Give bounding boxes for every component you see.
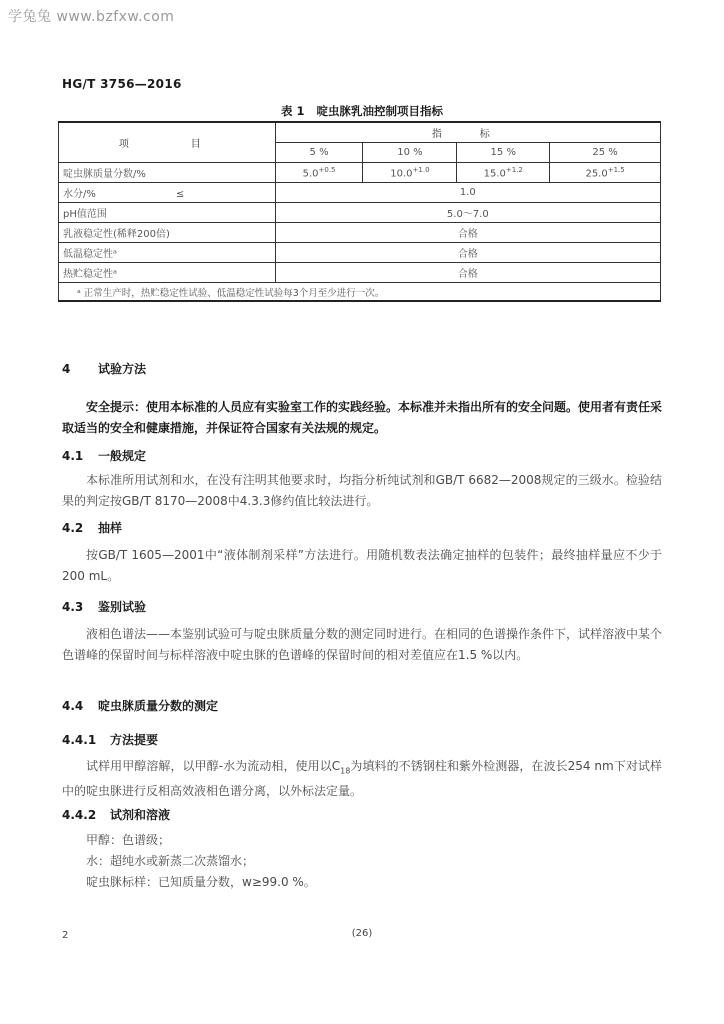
section-4-4-1-text: 试样用甲醇溶解，以甲醇-水为流动相，使用以$C_{18}$为填料的不锈钢柱和紫外检测器，在波长254 nm下对试样中的啶虫脒进行反相高效液相色谱分离，以外标法定量。: [62, 759, 662, 799]
section-4-1-heading: 4.1 一般规定: [62, 449, 147, 463]
merged-value: 5.0～7.0: [275, 203, 660, 223]
section-4-heading: 4 试验方法: [62, 362, 147, 376]
header-item: 项 目: [59, 122, 276, 163]
footer-sequence: (26): [351, 928, 373, 939]
section-4-3-text: 液相色谱法——本鉴别试验可与啶虫脒质量分数的测定同时进行。在相同的色谱操作条件下，试样溶液中某个色谱峰的保留时间与标样溶液中啶虫脒的色谱峰的保留时间的相对差值应在1.5 %以内。: [62, 627, 663, 662]
header-index: 指 标: [275, 122, 660, 143]
reagent-list: [62, 830, 662, 893]
table-title-text: 啶虫脒乳油控制项目指标: [316, 104, 443, 118]
merged-value: 合格: [275, 223, 660, 243]
value-cell: $5.0^{+0.5}$: [275, 163, 363, 183]
row-label: 水分/% ≤: [59, 183, 276, 203]
row-label: 低温稳定性ᵃ: [59, 243, 276, 263]
list-item: 甲醇：色谱级；: [86, 833, 171, 847]
value-cell: $25.0^{+1.5}$: [550, 163, 661, 183]
section-4-2-text: 按GB/T 1605—2001中“液体制剂采样”方法进行。用随机数表法确定抽样的包装件；最终抽样量应不少于200 mL。: [62, 548, 662, 583]
section-4-2-heading: 4.2 抽样: [62, 521, 123, 535]
page-number: 2: [62, 930, 69, 941]
row-label: 热贮稳定性ᵃ: [59, 263, 276, 283]
table-number: 表 1: [280, 104, 305, 118]
section-4-1-text: 本标准所用试剂和水，在没有注明其他要求时，均指分析纯试剂和GB/T 6682—2008规定的三级水。检验结果的判定按GB/T 8170—2008中4.3.3修约值比较法进行。: [62, 473, 662, 508]
grade-cell: 10 %: [363, 143, 457, 163]
table-title: [0, 103, 724, 119]
merged-value: 合格: [275, 263, 660, 283]
row-label: 啶虫脒质量分数/%: [59, 163, 276, 183]
standard-number: HG/T 3756—2016: [62, 77, 182, 91]
specification-table: [58, 121, 661, 302]
merged-value: 1.0: [275, 183, 660, 203]
section-4-4-1-heading: 4.4.1 方法提要: [62, 733, 159, 747]
section-4-4-2-heading: 4.4.2 试剂和溶液: [62, 808, 171, 822]
grade-cell: 25 %: [550, 143, 661, 163]
value-cell: $15.0^{+1.2}$: [457, 163, 550, 183]
grade-cell: 5 %: [275, 143, 363, 163]
row-label: pH值范围: [59, 203, 276, 223]
watermark: 学兔兔 www.bzfxw.com: [8, 9, 175, 25]
list-item: 啶虫脒标样：已知质量分数，w≥99.0 %。: [86, 875, 316, 889]
merged-value: 合格: [275, 243, 660, 263]
row-label: 乳液稳定性(稀释200倍): [59, 223, 276, 243]
grade-cell: 15 %: [457, 143, 550, 163]
safety-note: 安全提示：使用本标准的人员应有实验室工作的实践经验。本标准并未指出所有的安全问题。使用者有责任采取适当的安全和健康措施，并保证符合国家有关法规的规定。: [62, 400, 663, 435]
list-item: 水：超纯水或新蒸二次蒸馏水；: [86, 854, 255, 868]
table-footnote: ᵃ 正常生产时，热贮稳定性试验、低温稳定性试验每3个月至少进行一次。: [59, 283, 661, 302]
value-cell: $10.0^{+1.0}$: [363, 163, 457, 183]
section-4-4-heading: 4.4 啶虫脒质量分数的测定: [62, 699, 219, 713]
section-4-3-heading: 4.3 鉴别试验: [62, 600, 147, 614]
